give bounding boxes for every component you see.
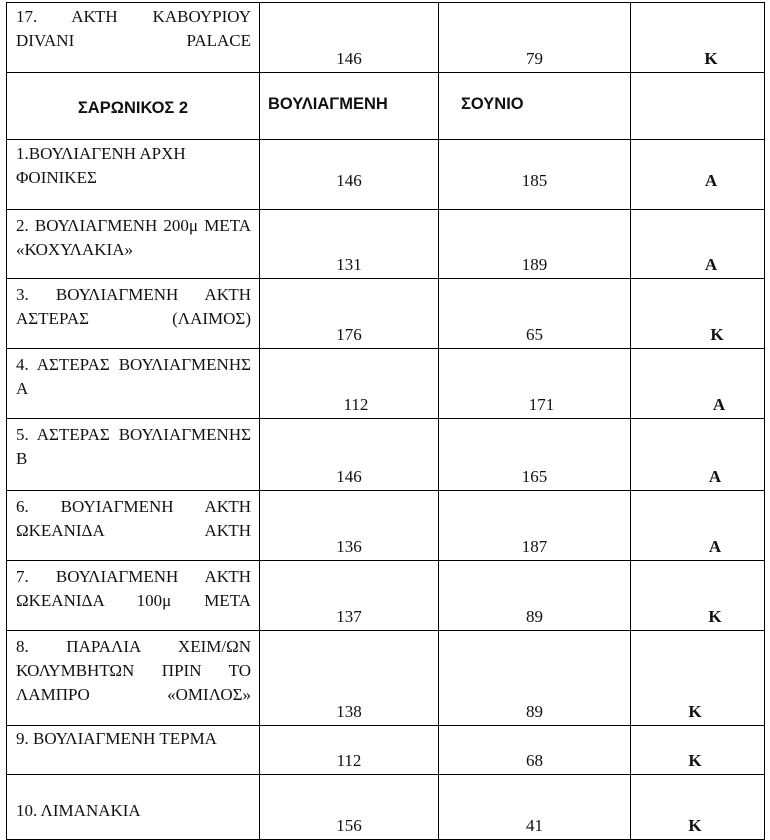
location-name: 2. ΒΟΥΛΙΑΓΜΕΝΗ 200μ ΜΕΤΑ «ΚΟΧΥΛΑΚΙΑ»: [16, 216, 251, 259]
class-label: Κ: [688, 751, 702, 770]
value-sounio: 171: [528, 395, 555, 414]
table-row: [7, 726, 765, 775]
class-label: Κ: [688, 702, 702, 721]
value-vouliagmeni: 146: [336, 171, 362, 190]
location-cell: [7, 3, 260, 73]
value-vouliagmeni: 138: [336, 702, 362, 721]
class-label: Κ: [704, 49, 718, 68]
class-label: Α: [704, 171, 718, 190]
location-name: 7. ΒΟΥΛΙΑΓΜΕΝΗ ΑΚΤΗ ΩΚΕΑΝΙΔΑ 100μ ΜΕΤΑ: [16, 567, 251, 610]
class-label: Κ: [708, 607, 722, 626]
value-cell-vouliagmeni: [260, 3, 439, 73]
table-row: [7, 631, 765, 726]
value-vouliagmeni: 131: [336, 255, 362, 274]
location-name: 8. ΠΑΡΑΛΙΑ ΧΕΙΜ/ΩΝ ΚΟΛΥΜΒΗΤΩΝ ΠΡΙΝ ΤΟ ΛΑΜΠΡΟ «ΟΜΙΛΟΣ»: [16, 637, 251, 704]
column-header-sounio-cell: [439, 73, 631, 140]
location-name: 5. ΑΣΤΕΡΑΣ ΒΟΥΛΙΑΓΜΕΝΗΣ Β: [16, 425, 251, 468]
class-label: Κ: [710, 325, 724, 344]
column-header-empty-cell: [631, 73, 765, 140]
class-label: Α: [712, 395, 726, 414]
column-header-vouliagmeni-cell: [260, 73, 439, 140]
value-sounio: 79: [526, 49, 543, 68]
value-vouliagmeni: 146: [336, 49, 362, 68]
table-row: [7, 210, 765, 279]
column-header-sounio: ΣΟΥΝΙΟ: [461, 95, 524, 113]
class-cell: [631, 3, 765, 73]
value-vouliagmeni: 112: [343, 395, 369, 414]
value-sounio: 189: [521, 255, 548, 274]
location-name: 10. ΛΙΜΑΝΑΚΙΑ: [16, 801, 141, 820]
column-header-vouliagmeni: ΒΟΥΛΙΑΓΜΕΝΗ: [268, 95, 388, 113]
table-row: [7, 561, 765, 631]
table-row: [7, 419, 765, 491]
location-name: 9. ΒΟΥΛΙΑΓΜΕΝΗ ΤΕΡΜΑ: [16, 729, 217, 748]
class-label: Α: [708, 467, 722, 486]
location-name: 3. ΒΟΥΛΙΑΓΜΕΝΗ ΑΚΤΗ ΑΣΤΕΡΑΣ (ΛΑΙΜΟΣ): [16, 285, 251, 328]
location-name: 1.ΒΟΥΛΙΑΓΕΝΗ ΑΡΧΗ ΦΟΙΝΙΚΕΣ: [16, 144, 186, 187]
value-sounio: 65: [526, 325, 543, 344]
location-name: 6. ΒΟΥΙΑΓΜΕΝΗ ΑΚΤΗ ΩΚΕΑΝΙΔΑ ΑΚΤΗ: [16, 497, 251, 540]
location-name: 17. ΑΚΤΗ ΚΑΒΟΥΡΙΟΥ DIVANI PALACE: [16, 7, 251, 50]
section-header-row: [7, 73, 765, 140]
beach-quality-table: [6, 2, 765, 840]
section-title-cell: [7, 73, 260, 140]
value-vouliagmeni: 156: [336, 816, 362, 835]
value-sounio: 89: [526, 607, 543, 626]
value-sounio: 89: [526, 702, 543, 721]
value-sounio: 185: [521, 171, 548, 190]
table-row: [7, 279, 765, 349]
value-sounio: 41: [526, 816, 543, 835]
value-vouliagmeni: 112: [336, 751, 362, 770]
class-label: Α: [708, 537, 722, 556]
value-sounio: 68: [526, 751, 543, 770]
table-row: [7, 140, 765, 210]
value-vouliagmeni: 146: [336, 467, 362, 486]
value-vouliagmeni: 136: [336, 537, 362, 556]
value-sounio: 165: [521, 467, 548, 486]
class-label: Κ: [688, 816, 702, 835]
value-cell-sounio: [439, 3, 631, 73]
value-sounio: 187: [521, 537, 548, 556]
table-row: [7, 3, 765, 73]
location-name: 4. ΑΣΤΕΡΑΣ ΒΟΥΛΙΑΓΜΕΝΗΣ Α: [16, 355, 251, 398]
value-vouliagmeni: 137: [336, 607, 362, 626]
table-row: [7, 491, 765, 561]
table-row: [7, 349, 765, 419]
section-title: ΣΑΡΩΝΙΚΟΣ 2: [77, 99, 189, 117]
value-vouliagmeni: 176: [336, 325, 362, 344]
class-label: Α: [704, 255, 718, 274]
